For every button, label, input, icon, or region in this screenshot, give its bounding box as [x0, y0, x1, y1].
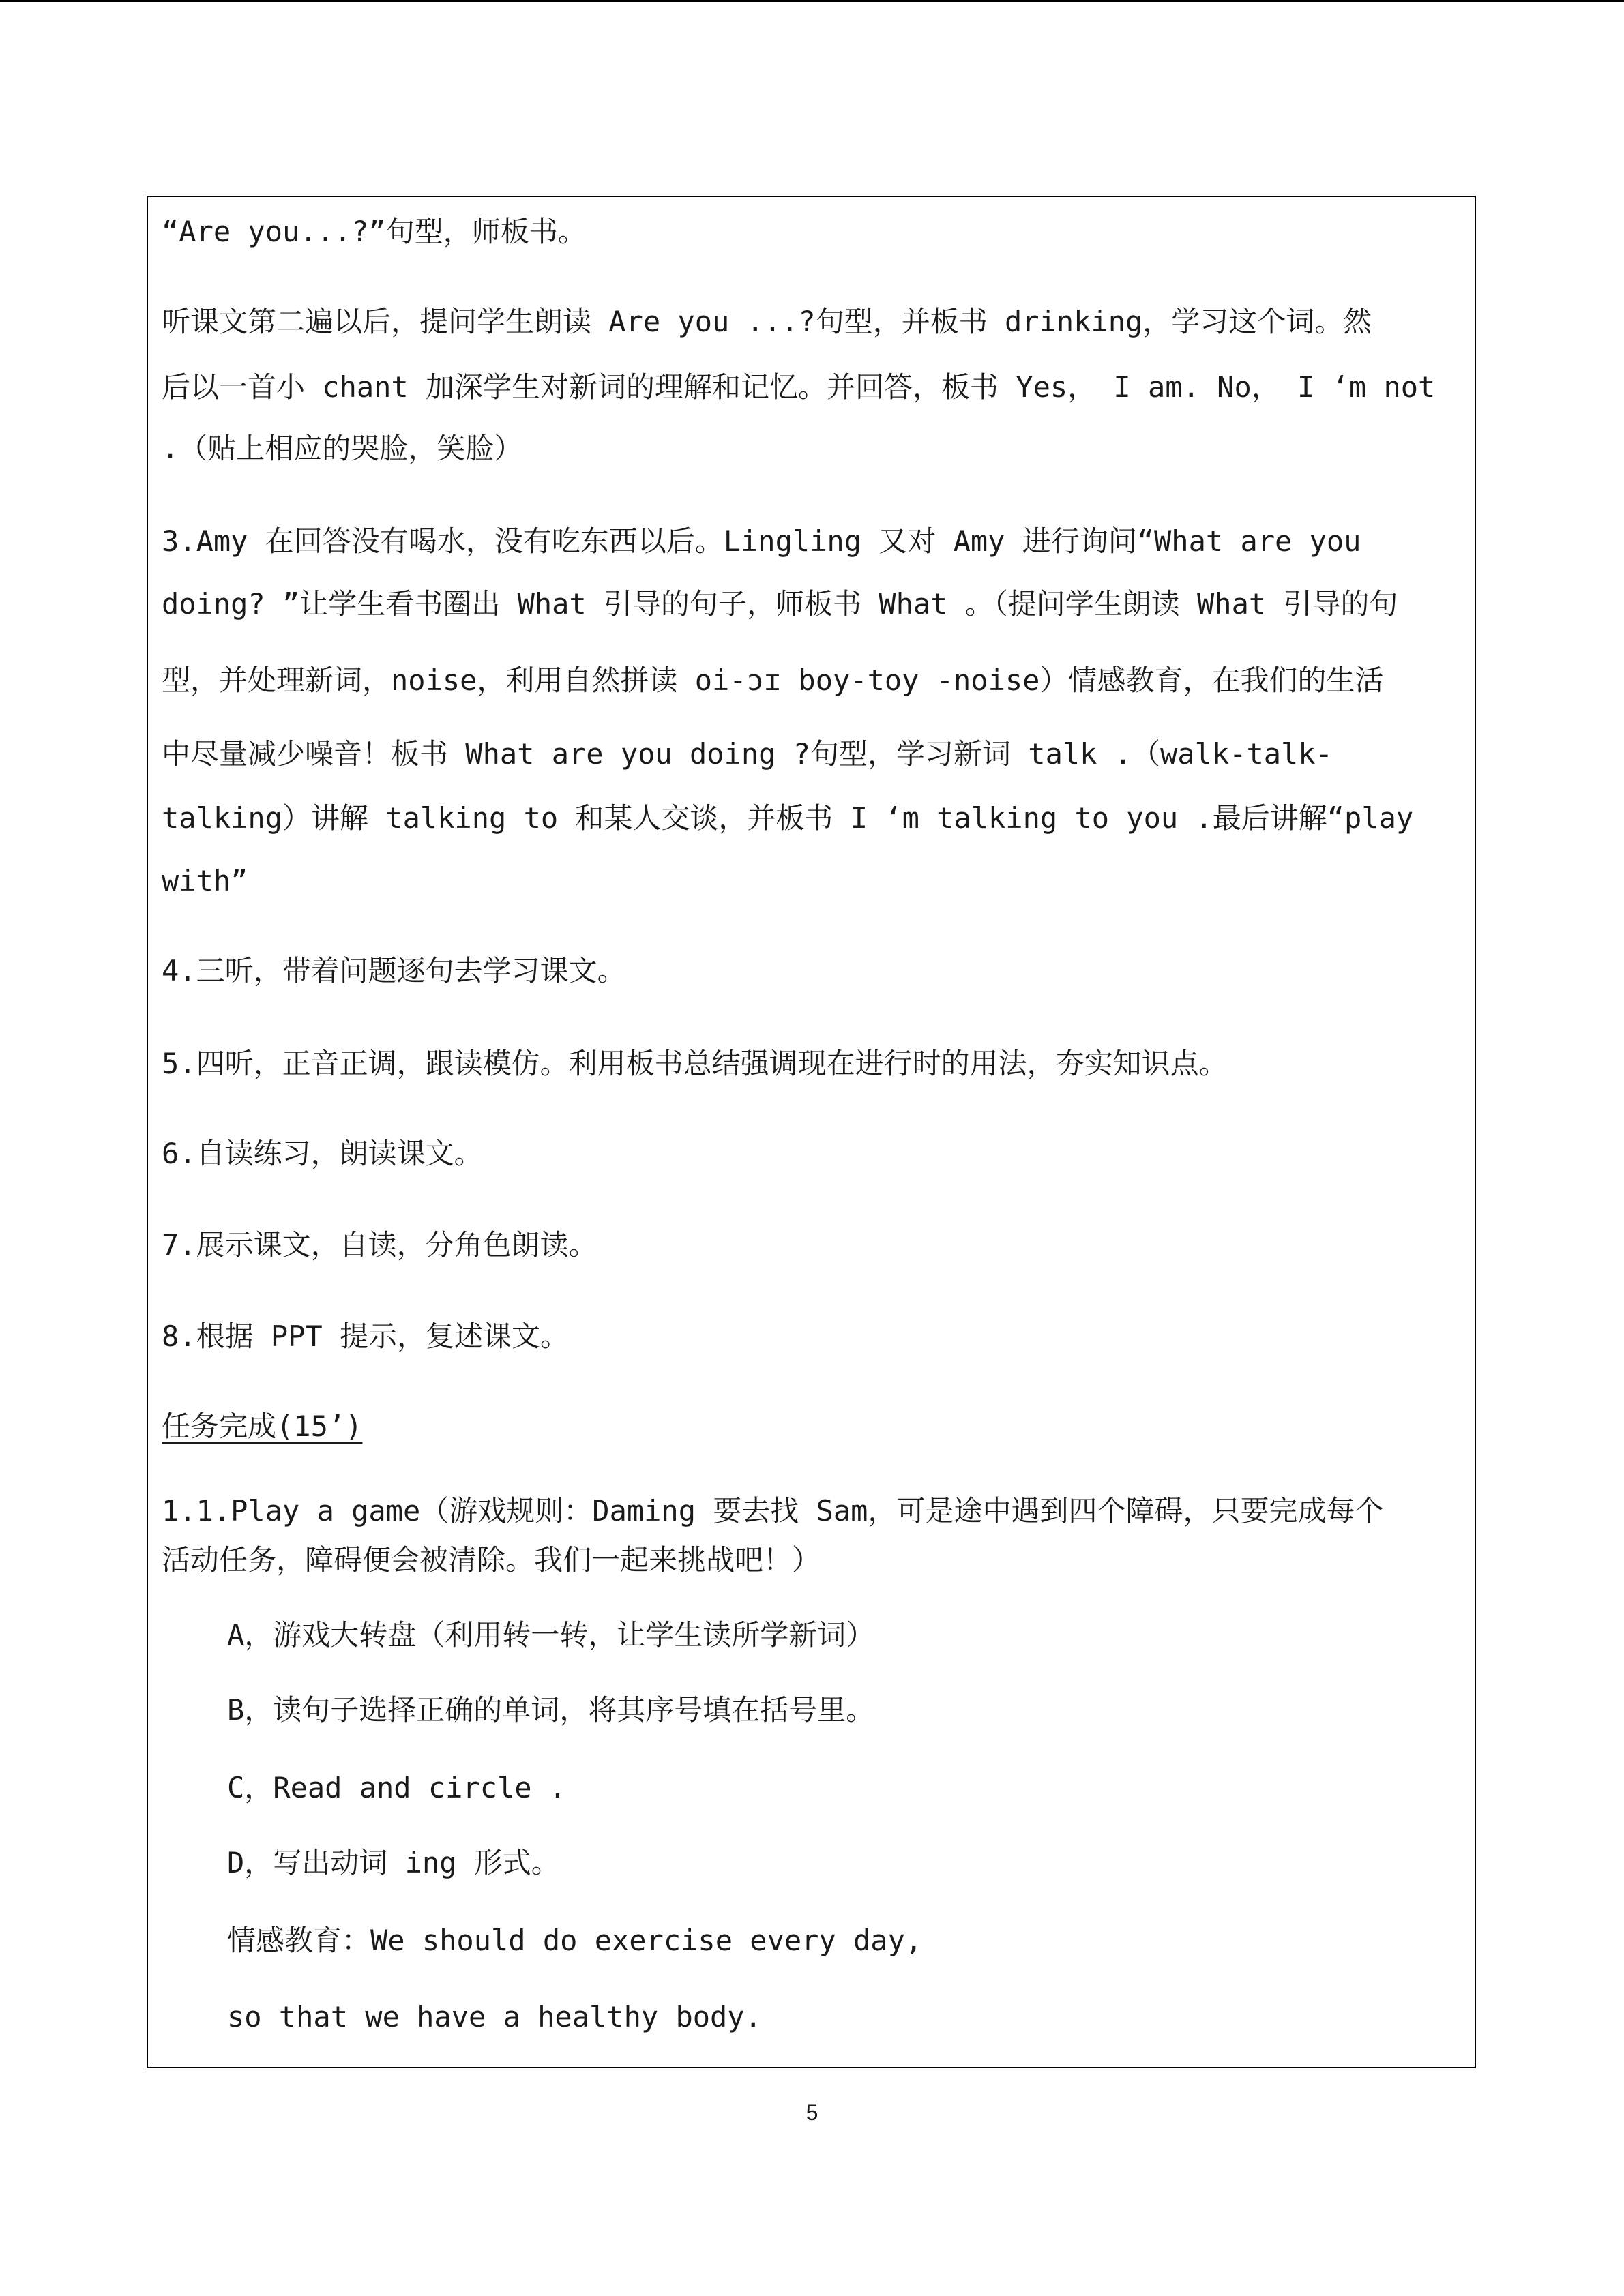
text-line: 8.根据 PPT 提示，复述课文。 [162, 1320, 570, 1353]
text-line: 1.1.Play a game（游戏规则：Daming 要去找 Sam，可是途中遇到四个障碍，只要完成每个 [162, 1494, 1384, 1527]
text-line: 活动任务，障碍便会被清除。我们一起来挑战吧！） [162, 1543, 821, 1577]
top-rule [0, 0, 1624, 2]
list-item: C，Read and circle . [227, 1771, 567, 1804]
text-line: 型，并处理新词，noise，利用自然拼读 oi-ɔɪ boy-toy -noise）情感教育，在我们的生活 [162, 664, 1384, 697]
list-item: A，游戏大转盘（利用转一转，让学生读所学新词） [227, 1618, 875, 1652]
text-line: so that we have a healthy body. [227, 2000, 762, 2033]
text-line: 中尽量减少噪音！板书 What are you doing ?句型，学习新词 talk .（walk-talk- [162, 737, 1333, 771]
text-line: 4.三听，带着问题逐句去学习课文。 [162, 954, 626, 987]
list-item: D，写出动词 ing 形式。 [227, 1846, 560, 1879]
text-line: 3.Amy 在回答没有喝水，没有吃东西以后。Lingling 又对 Amy 进行询问“What are you [162, 524, 1361, 558]
text-line: with” [162, 864, 248, 897]
text-line: “Are you...?”句型，师板书。 [162, 215, 587, 248]
section-heading: 任务完成(15’) [162, 1410, 363, 1443]
text-line: doing? ”让学生看书圈出 What 引导的句子，师板书 What 。（提问学生朗读 What 引导的句 [162, 587, 1398, 621]
text-line: 7.展示课文，自读，分角色朗读。 [162, 1228, 597, 1262]
list-item: B，读句子选择正确的单词，将其序号填在括号里。 [227, 1693, 875, 1727]
text-line: 听课文第二遍以后，提问学生朗读 Are you ...?句型，并板书 drinking，学习这个词。然 [162, 305, 1372, 338]
text-line: 后以一首小 chant 加深学生对新词的理解和记忆。并回答，板书 Yes， I am. No， I ‘m not [162, 370, 1436, 404]
text-line: 6.自读练习，朗读课文。 [162, 1137, 483, 1170]
text-line: 情感教育：We should do exercise every day, [227, 1924, 923, 1957]
page-number: 5 [806, 2100, 818, 2125]
text-line: .（贴上相应的哭脸，笑脸） [162, 432, 523, 465]
text-line: 5.四听，正音正调，跟读模仿。利用板书总结强调现在进行时的用法，夯实知识点。 [162, 1047, 1228, 1080]
text-line: talking）讲解 talking to 和某人交谈，并板书 I ‘m talking to you .最后讲解“play [162, 801, 1414, 835]
